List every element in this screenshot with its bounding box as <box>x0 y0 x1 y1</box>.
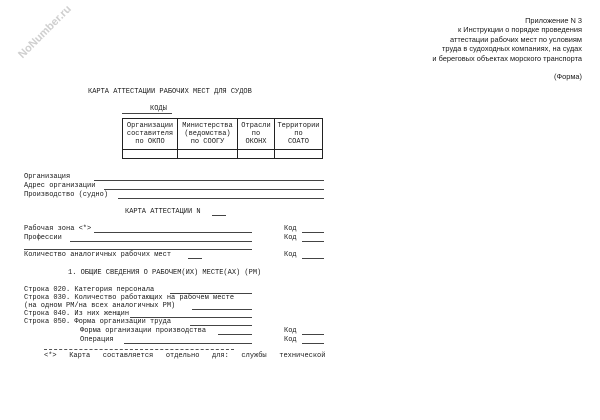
work-zone-code-field[interactable] <box>302 232 324 233</box>
codes-table <box>122 118 323 159</box>
work-zone-label: Рабочая зона <*> <box>24 225 92 233</box>
row-050-production-label: Форма организации производства <box>80 327 207 335</box>
operation-code-label: Код <box>284 336 297 344</box>
card-title: КАРТА АТТЕСТАЦИИ N <box>125 208 201 216</box>
appendix-title: Приложение N 3 <box>525 16 582 25</box>
row-030-label: Строка 030. Количество работающих на рабочем месте <box>24 294 235 302</box>
appendix-line: и береговых объектах морского транспорта <box>432 53 582 63</box>
appendix-line: к Инструкции о порядке проведения <box>457 25 582 35</box>
production-code-label: Код <box>284 327 297 335</box>
form-label: (Форма) <box>554 72 582 82</box>
codes-label-underline <box>122 113 172 114</box>
row-050-field[interactable] <box>190 325 252 326</box>
professions-code-label: Код <box>284 234 297 242</box>
row-030-sublabel: (на одном РМ/на всех аналогичных РМ) <box>24 302 176 310</box>
codes-cell-soogu[interactable] <box>178 150 238 159</box>
codes-header-okpo: Организации составителя по ОКПО <box>123 119 178 150</box>
row-020-label: Строка 020. Категория персонала <box>24 286 155 294</box>
watermark: NoNumber.ru <box>16 3 74 61</box>
operation-code-field[interactable] <box>302 343 324 344</box>
professions-extra-line[interactable] <box>24 249 252 250</box>
org-address-field[interactable] <box>104 189 324 190</box>
section-1-title: 1. ОБЩИЕ СВЕДЕНИЯ О РАБОЧЕМ(ИХ) МЕСТЕ(АХ) (РМ) <box>68 269 262 277</box>
similar-count-label: Количество аналогичных рабочих мест <box>24 251 172 259</box>
similar-code-label: Код <box>284 251 297 259</box>
professions-label: Профессии <box>24 234 62 242</box>
footnote-separator <box>44 349 234 350</box>
row-050-operation-field[interactable] <box>124 343 252 344</box>
professions-field[interactable] <box>70 241 252 242</box>
production-label: Производство (судно) <box>24 191 109 199</box>
row-050-production-field[interactable] <box>218 334 252 335</box>
org-address-label: Адрес организации <box>24 182 96 190</box>
organization-field[interactable] <box>94 180 324 181</box>
work-zone-field[interactable] <box>94 232 252 233</box>
professions-code-field[interactable] <box>302 241 324 242</box>
appendix-line: аттестации рабочих мест по условиям <box>450 34 582 44</box>
codes-header-okonh: Отрасли по ОКОНХ <box>238 119 275 150</box>
row-040-label: Строка 040. Из них женщин <box>24 310 130 318</box>
document-title: КАРТА АТТЕСТАЦИИ РАБОЧИХ МЕСТ ДЛЯ СУДОВ <box>88 88 252 96</box>
codes-cell-soato[interactable] <box>275 150 323 159</box>
codes-cell-okpo[interactable] <box>123 150 178 159</box>
row-030-field[interactable] <box>192 309 252 310</box>
codes-header-soato: Территории по СОАТО <box>275 119 323 150</box>
row-050-operation-label: Операция <box>80 336 114 344</box>
similar-code-field[interactable] <box>302 258 324 259</box>
production-code-field[interactable] <box>302 334 324 335</box>
work-zone-code-label: Код <box>284 225 297 233</box>
appendix-header <box>342 16 582 81</box>
organization-label: Организация <box>24 173 71 181</box>
row-050-label: Строка 050. Форма организации труда <box>24 318 172 326</box>
production-field[interactable] <box>118 198 324 199</box>
card-number-field[interactable] <box>212 215 226 216</box>
codes-label: КОДЫ <box>150 105 167 113</box>
footnote: <*> Карта составляется отдельно для: службы технической <box>44 352 326 360</box>
similar-count-field[interactable] <box>188 258 202 259</box>
appendix-line: труда в судоходных компаниях, на судах <box>442 44 582 54</box>
codes-header-soogu: Министерства (ведомства) по СООГУ <box>178 119 238 150</box>
codes-cell-okonh[interactable] <box>238 150 275 159</box>
